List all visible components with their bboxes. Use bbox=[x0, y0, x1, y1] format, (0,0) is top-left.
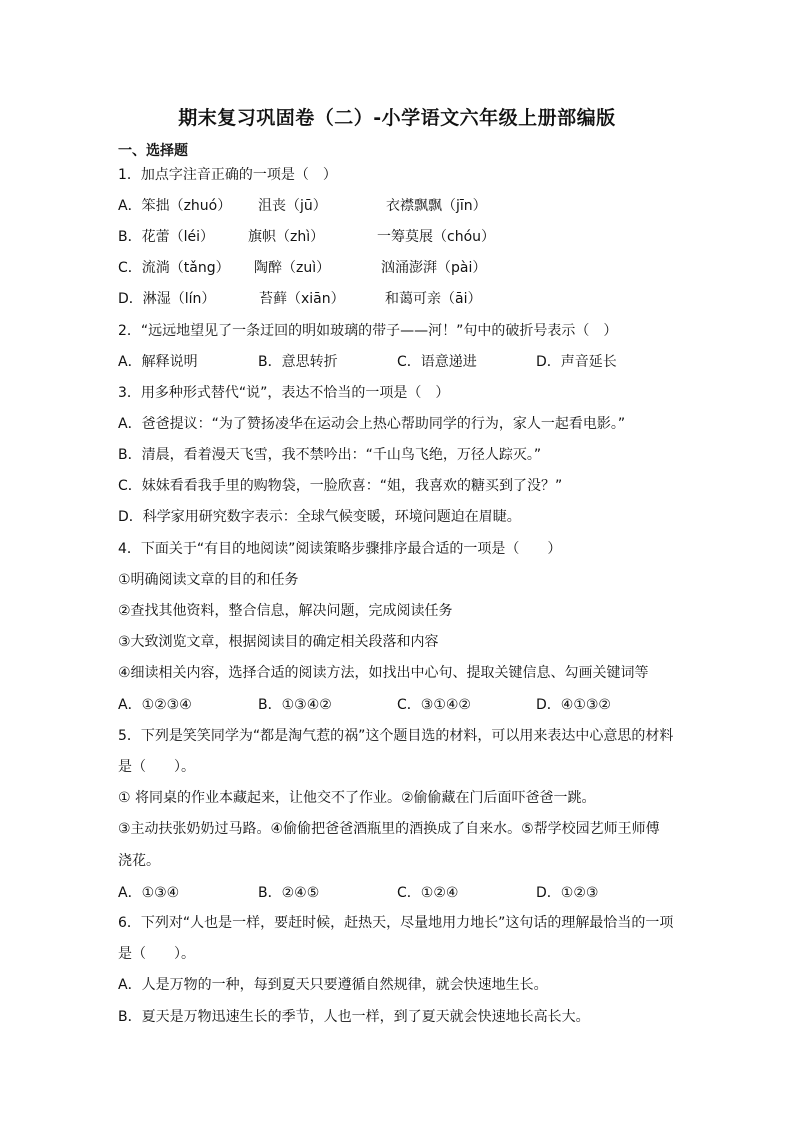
q4-step: ②查找其他资料，整合信息，解决问题，完成阅读任务 bbox=[118, 603, 453, 619]
q5-material: ① 将同桌的作业本藏起来，让他交不了作业。②偷偷藏在门后面吓爸爸一跳。 bbox=[118, 790, 596, 806]
q3-option: D．科学家用研究数字表示：全球气候变暖，环境问题迫在眉睫。 bbox=[118, 509, 521, 525]
page-title: 期末复习巩固卷（二）-小学语文六年级上册部编版 bbox=[178, 107, 616, 129]
q2-option: C．语意递进 bbox=[397, 354, 477, 370]
question-6-stem-cont: 是（ ）。 bbox=[118, 946, 195, 962]
q1-option: 和蔼可亲（āi） bbox=[385, 291, 482, 307]
question-3-stem: 3．用多种形式替代“说”，表达不恰当的一项是（ ） bbox=[118, 385, 450, 401]
q5-option: A．①③④ bbox=[118, 885, 180, 901]
q2-option: A．解释说明 bbox=[118, 354, 198, 370]
q4-option: D．④①③② bbox=[536, 697, 611, 713]
q1-option: 一筹莫展（chóu） bbox=[377, 229, 496, 245]
q1-option: A．笨拙（zhuó） bbox=[118, 198, 232, 214]
q1-option: 苔藓（xiān） bbox=[259, 291, 345, 307]
q1-option: 旗帜（zhì） bbox=[248, 229, 325, 245]
q5-option: C．①②④ bbox=[397, 885, 459, 901]
q5-option: B．②④⑤ bbox=[258, 885, 320, 901]
q3-option: B．清晨，看着漫天飞雪，我不禁吟出：“千山鸟飞绝，万径人踪灭。” bbox=[118, 447, 542, 463]
question-6-stem: 6．下列对“人也是一样，要赶时候，赶热天，尽量地用力地长”这句话的理解最恰当的一项 bbox=[118, 915, 674, 931]
q1-option: 衣襟飘飘（jīn） bbox=[386, 198, 487, 214]
section-heading: 一、选择题 bbox=[118, 143, 188, 159]
q6-option: A．人是万物的一种，每到夏天只要遵循自然规律，就会快速地生长。 bbox=[118, 977, 548, 993]
q1-option: 汹涌澎湃（pài） bbox=[381, 260, 487, 276]
q4-option: C．③①④② bbox=[397, 697, 471, 713]
q5-option: D．①②③ bbox=[536, 885, 599, 901]
q1-option: B．花蕾（léi） bbox=[118, 229, 214, 245]
q1-option: 沮丧（jū） bbox=[258, 198, 327, 214]
question-5-stem: 5．下列是笑笑同学为“都是淘气惹的祸”这个题目选的材料，可以用来表达中心意思的材料 bbox=[118, 728, 674, 744]
question-2-stem: 2．“远远地望见了一条迂回的明如玻璃的带子——河！”句中的破折号表示（ ） bbox=[118, 323, 618, 339]
q3-option: C．妹妹看看我手里的购物袋，一脸欣喜：“姐，我喜欢的糖买到了没？” bbox=[118, 478, 563, 494]
q4-step: ①明确阅读文章的目的和任务 bbox=[118, 572, 299, 588]
q4-option: B．①③④② bbox=[258, 697, 332, 713]
q1-option: 陶醉（zuì） bbox=[254, 260, 331, 276]
question-5-stem-cont: 是（ ）。 bbox=[118, 759, 195, 775]
q5-material: ③主动扶张奶奶过马路。④偷偷把爸爸酒瓶里的酒换成了自来水。⑤帮学校园艺师王师傅 bbox=[118, 821, 660, 837]
question-1-stem: 1．加点字注音正确的一项是（ ） bbox=[118, 167, 337, 183]
q5-material: 浇花。 bbox=[118, 853, 160, 869]
q4-option: A．①②③④ bbox=[118, 697, 192, 713]
question-4-stem: 4．下面关于“有目的地阅读”阅读策略步骤排序最合适的一项是（ ） bbox=[118, 541, 562, 557]
q3-option: A．爸爸提议：“为了赞扬凌华在运动会上热心帮助同学的行为，家人一起看电影。” bbox=[118, 416, 626, 432]
q1-option: C．流淌（tǎng） bbox=[118, 260, 230, 276]
q4-step: ③大致浏览文章，根据阅读目的确定相关段落和内容 bbox=[118, 634, 439, 650]
q2-option: D．声音延长 bbox=[536, 354, 617, 370]
q6-option: B．夏天是万物迅速生长的季节，人也一样，到了夏天就会快速地长高长大。 bbox=[118, 1009, 590, 1025]
q4-step: ④细读相关内容，选择合适的阅读方法，如找出中心句、提取关键信息、勾画关键词等 bbox=[118, 665, 649, 681]
q1-option: D．淋湿（lín） bbox=[118, 291, 216, 307]
q2-option: B．意思转折 bbox=[258, 354, 338, 370]
